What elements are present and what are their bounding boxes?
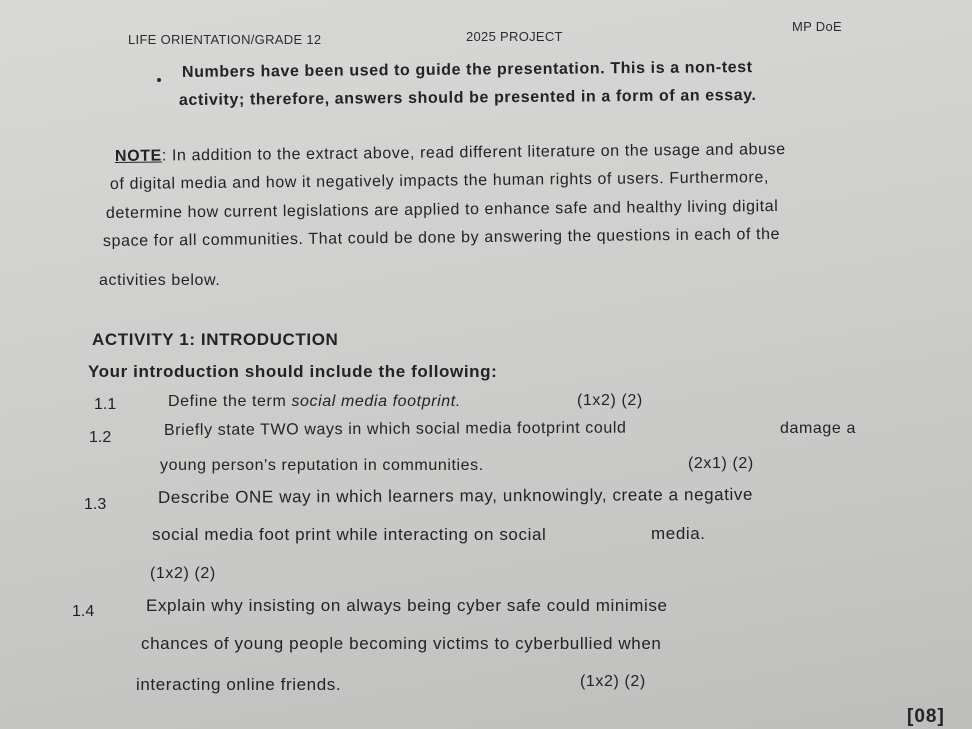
question-marks: (2x1) (2): [688, 455, 754, 472]
note-line-1: [115, 141, 786, 166]
question-line-2-end: media.: [651, 524, 706, 543]
question-number: 1.4: [72, 603, 95, 620]
question-line-1: Explain why insisting on always being cyber safe could minimise: [146, 596, 668, 615]
note-label: NOTE: [114, 147, 162, 165]
header-project: 2025 PROJECT: [466, 29, 563, 44]
total-marks: [08]: [907, 706, 945, 727]
question-line-1-end: damage a: [780, 420, 856, 437]
question-line-2: chances of young people becoming victims to cyberbullied when: [141, 634, 662, 653]
activity-title: ACTIVITY 1: INTRODUCTION: [92, 330, 339, 349]
question-line-2: young person's reputation in communities.: [160, 457, 484, 474]
note-line-1-text: : In addition to the extract above, read different literature on the usage and abuse: [161, 140, 786, 165]
question-marks: (1x2) (2): [580, 673, 646, 690]
question-marks: (1x2) (2): [150, 565, 216, 582]
question-number: 1.3: [84, 496, 107, 513]
bullet-line-2: activity; therefore, answers should be presented in a form of an essay.: [178, 86, 757, 109]
question-number: 1.2: [89, 429, 112, 446]
question-text: [168, 393, 461, 411]
question-line-3: interacting online friends.: [136, 675, 342, 694]
note-line-3: determine how current legislations are applied to enhance safe and healthy living digital: [105, 197, 779, 222]
question-marks: (1x2) (2): [577, 392, 643, 409]
activity-intro: Your introduction should include the following:: [88, 362, 498, 381]
question-text-main: Define the term: [168, 393, 292, 410]
question-text-italic: social media footprint.: [291, 393, 461, 410]
question-number: 1.1: [94, 396, 117, 413]
note-line-5: activities below.: [99, 272, 221, 289]
header-department: MP DoE: [792, 19, 842, 34]
question-line-1: Briefly state TWO ways in which social media footprint could: [163, 419, 627, 439]
question-line-2: social media foot print while interacting on social: [152, 525, 547, 544]
note-line-2: of digital media and how it negatively impacts the human rights of users. Furthermore,: [109, 169, 770, 193]
question-line-1: Describe ONE way in which learners may, unknowingly, create a negative: [157, 484, 754, 507]
bullet-line-1: Numbers have been used to guide the presentation. This is a non-test: [181, 59, 753, 81]
bullet-icon: [157, 78, 161, 82]
header-subject: LIFE ORIENTATION/GRADE 12: [128, 32, 322, 47]
note-line-4: space for all communities. That could be done by answering the questions in each of the: [102, 225, 781, 250]
